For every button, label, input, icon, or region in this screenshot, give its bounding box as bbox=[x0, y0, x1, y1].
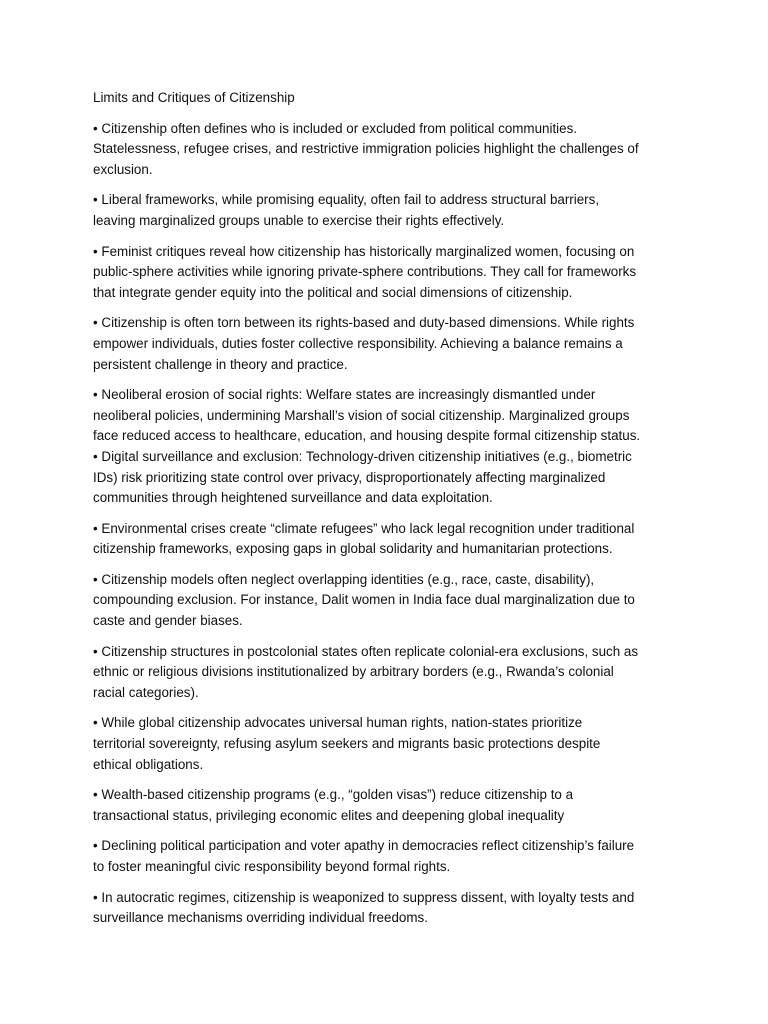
text-line: face reduced access to healthcare, education, and housing despite formal citizenship status. bbox=[93, 428, 641, 444]
text-line: ethnic or religious divisions institutionalized by arbitrary borders (e.g., Rwanda’s colonial bbox=[93, 664, 614, 680]
bullet-paragraph bbox=[93, 836, 688, 877]
bullet-paragraph bbox=[93, 888, 688, 929]
text-line: communities through heightened surveillance and data exploitation. bbox=[93, 490, 493, 506]
text-line: • Citizenship structures in postcolonial states often replicate colonial-era exclusions, such as bbox=[93, 643, 639, 659]
text-line: transactional status, privileging economic elites and deepening global inequality bbox=[93, 807, 565, 823]
text-line: • Declining political participation and voter apathy in democracies reflect citizenship’s failure bbox=[93, 838, 635, 854]
bullet-paragraph bbox=[93, 119, 688, 181]
text-line: • Citizenship often defines who is included or excluded from political communities. bbox=[93, 120, 578, 136]
bullet-paragraph bbox=[93, 785, 688, 826]
text-line: IDs) risk prioritizing state control over privacy, disproportionately affecting marginalized bbox=[93, 469, 606, 485]
text-line: surveillance mechanisms overriding individual freedoms. bbox=[93, 910, 428, 926]
text-line: • Neoliberal erosion of social rights: Welfare states are increasingly dismantled under bbox=[93, 387, 596, 403]
text-line: • Citizenship is often torn between its rights-based and duty-based dimensions. While rights bbox=[93, 315, 635, 331]
text-line: racial categories). bbox=[93, 684, 199, 700]
text-line: • Environmental crises create “climate refugees” who lack legal recognition under traditional bbox=[93, 520, 635, 536]
bullet-paragraph bbox=[93, 313, 688, 375]
text-line: caste and gender biases. bbox=[93, 613, 243, 629]
document-body bbox=[93, 119, 688, 929]
document-title: Limits and Critiques of Citizenship bbox=[93, 90, 295, 105]
text-line: • Wealth-based citizenship programs (e.g., “golden visas”) reduce citizenship to a bbox=[93, 787, 574, 803]
text-line: • Digital surveillance and exclusion: Technology-driven citizenship initiatives (e.g., biometric bbox=[93, 448, 632, 464]
text-line: public-sphere activities while ignoring private-sphere contributions. They call for frameworks bbox=[93, 264, 637, 280]
text-line: • Liberal frameworks, while promising equality, often fail to address structural barriers, bbox=[93, 192, 600, 208]
bullet-paragraph bbox=[93, 190, 688, 231]
bullet-paragraph bbox=[93, 242, 688, 304]
text-line: to foster meaningful civic responsibility beyond formal rights. bbox=[93, 859, 451, 874]
text-line: neoliberal policies, undermining Marshall’s vision of social citizenship. Marginalized groups bbox=[93, 407, 630, 423]
text-line: persistent challenge in theory and practice. bbox=[93, 356, 348, 372]
text-line: • While global citizenship advocates universal human rights, nation-states prioritize bbox=[93, 715, 583, 731]
text-line: leaving marginalized groups unable to exercise their rights effectively. bbox=[93, 212, 505, 228]
text-line: citizenship frameworks, exposing gaps in global solidarity and humanitarian protections. bbox=[93, 541, 613, 557]
text-line: Statelessness, refugee crises, and restrictive immigration policies highlight the challenges of bbox=[93, 141, 639, 157]
bullet-paragraph bbox=[93, 713, 688, 775]
text-line: territorial sovereignty, refusing asylum seekers and migrants basic protections despite bbox=[93, 736, 601, 752]
bullet-paragraph bbox=[93, 447, 688, 509]
bullet-paragraph bbox=[93, 519, 688, 560]
text-line: empower individuals, duties foster collective responsibility. Achieving a balance remains a bbox=[93, 335, 623, 351]
text-line: • Feminist critiques reveal how citizenship has historically marginalized women, focusing on bbox=[93, 243, 635, 259]
text-line: that integrate gender equity into the political and social dimensions of citizenship. bbox=[93, 284, 573, 300]
text-line: • Citizenship models often neglect overlapping identities (e.g., race, caste, disability), bbox=[93, 571, 595, 587]
text-line: exclusion. bbox=[93, 161, 153, 177]
bullet-paragraph bbox=[93, 385, 688, 447]
text-line: • In autocratic regimes, citizenship is weaponized to suppress dissent, with loyalty tests and bbox=[93, 889, 635, 905]
bullet-paragraph bbox=[93, 642, 688, 704]
text-line: compounding exclusion. For instance, Dalit women in India face dual marginalization due to bbox=[93, 592, 635, 608]
text-line: ethical obligations. bbox=[93, 756, 204, 772]
bullet-paragraph bbox=[93, 570, 688, 632]
